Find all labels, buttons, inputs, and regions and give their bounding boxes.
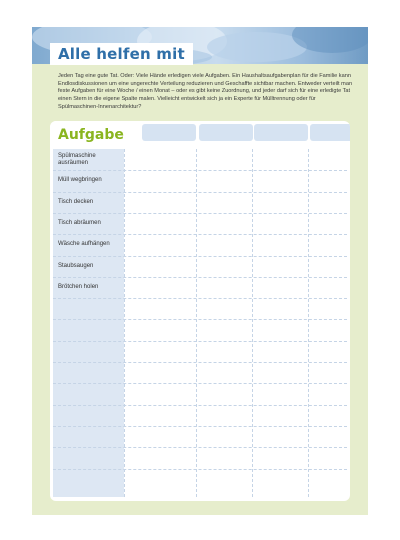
row-divider [53, 383, 347, 384]
row-divider [53, 469, 347, 470]
worksheet [32, 27, 368, 515]
row-divider [53, 213, 347, 214]
title-box [50, 43, 193, 65]
person-column-header[interactable] [199, 124, 253, 141]
task-label: Wäsche aufhängen [58, 241, 110, 248]
row-divider [53, 319, 347, 320]
column-divider [124, 149, 125, 497]
row-divider [53, 426, 347, 427]
chore-table [50, 121, 350, 501]
intro-text: Jeden Tag eine gute Tat. Oder: Viele Hände erledigen viele Aufgaben. Ein Haushaltsaufgabenplan für die Familie kann Endlosdiskussionen um eine ungerechte Verteilung reduzieren und Geschaffte sichtbar machen. Entweder verteilt man feste Aufgaben für eine Woche / einen Monat – oder es gibt keine Zuordnung, und jeder darf sich für eine erledigte Tat einen Stern in die eigene Spalte malen. Vielleicht entwickelt sich ja ein Experte für Mülltrennung oder für Spülmaschinen-Innenarchitektur? [58, 73, 353, 110]
row-divider [53, 256, 347, 257]
person-column-header[interactable] [310, 124, 350, 141]
row-divider [53, 341, 347, 342]
person-column-header[interactable] [254, 124, 308, 141]
row-divider [53, 192, 347, 193]
column-divider [308, 149, 309, 497]
row-divider [53, 405, 347, 406]
task-label: Tisch decken [58, 198, 94, 205]
page-title: Alle helfen mit [58, 45, 185, 63]
task-label: Müll wegbringen [58, 177, 102, 184]
row-divider [53, 234, 347, 235]
column-divider [196, 149, 197, 497]
task-label: Tisch abräumen [58, 220, 101, 227]
row-divider [53, 298, 347, 299]
task-label: Spülmaschine ausräumen [58, 152, 96, 166]
task-header: Aufgabe [58, 127, 124, 143]
task-label: Brötchen holen [58, 283, 99, 290]
person-column-header[interactable] [142, 124, 196, 141]
column-divider [252, 149, 253, 497]
row-divider [53, 362, 347, 363]
task-label: Staubsaugen [58, 262, 94, 269]
row-divider [53, 447, 347, 448]
row-divider [53, 277, 347, 278]
row-divider [53, 170, 347, 171]
task-header-cell [50, 121, 142, 149]
